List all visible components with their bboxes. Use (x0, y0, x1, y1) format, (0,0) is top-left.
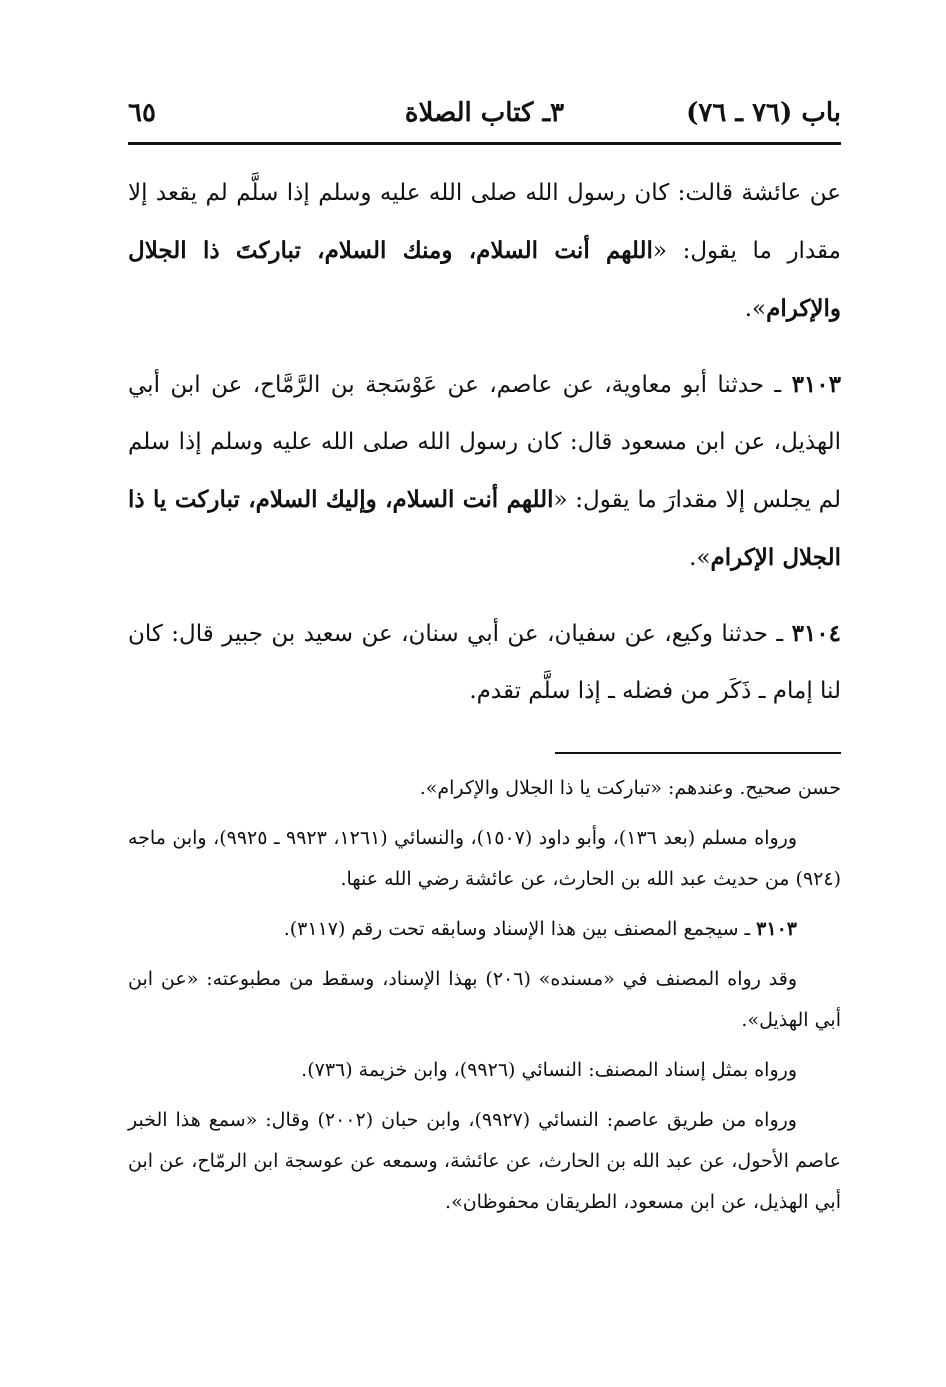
footnote-number: ٣١٠٣ (756, 918, 797, 940)
footnote: ورواه مسلم (بعد ١٣٦)، وأبو داود (١٥٠٧)، والنسائي (١٢٦١، ٩٩٢٣ ـ ٩٩٢٥)، وابن ماجه (٩٢٤) من حديث عبد الله بن الحارث، عن عائشة رضي الله عنها. (128, 827, 841, 890)
paragraph-text: عن عائشة قالت: كان رسول الله صلى الله عليه وسلم إذا سلَّم لم يقعد إلا مقدار ما يقول: « (128, 180, 841, 264)
chapter-range: باب (٧٦ ـ ٧٦) (686, 98, 841, 128)
page-header (128, 92, 841, 138)
hadith-paragraph (128, 356, 841, 587)
footnote: حسن صحيح. وعندهم: «تباركت يا ذا الجلال والإكرام». (419, 777, 841, 799)
footnote: وقد رواه المصنف في «مسنده» (٢٠٦) بهذا الإسناد، وسقط من مطبوعته: «عن ابن أبي الهذيل». (128, 968, 841, 1031)
footnotes (128, 768, 841, 1232)
hadith-paragraph (128, 165, 841, 338)
highlighted-supplication: اللهم أنت السلام، ومنك السلام، تباركتَ ذا الجلال والإكرام (128, 237, 841, 322)
closing-quote: ». (744, 296, 767, 322)
header-divider (128, 142, 841, 145)
footnote: ورواه بمثل إسناد المصنف: النسائي (٩٩٢٦)، وابن خزيمة (٧٣٦). (301, 1059, 797, 1081)
closing-quote: ». (689, 545, 711, 571)
main-text (128, 165, 841, 720)
page-number: ٦٥ (128, 98, 156, 128)
footnote (128, 909, 841, 950)
footnote: ورواه من طريق عاصم: النسائي (٩٩٢٧)، وابن حبان (٢٠٠٢) وقال: «سمع هذا الخبر عاصم الأحول، عن عبد الله بن الحارث، عن عائشة، وسمعه عن عوسجة ابن الرمّاح، عن ابن أبي الهذيل، عن ابن مسعود، الطريقان محفوظان». (128, 1109, 841, 1213)
footnote-divider (555, 752, 841, 754)
book-title: ٣ـ كتاب الصلاة (404, 98, 565, 128)
hadith-number: ٣١٠٣ (791, 371, 841, 398)
highlighted-supplication: اللهم أنت السلام، وإليك السلام، تباركت يا ذا الجلال الإكرام (128, 486, 841, 571)
paragraph-text: ـ حدثنا وكيع، عن سفيان، عن أبي سنان، عن سعيد بن جبير قال: كان لنا إمام ـ ذَكَر من فضله ـ إذا سلَّم تقدم. (128, 621, 841, 704)
hadith-paragraph (128, 605, 841, 720)
paragraph-text: ـ حدثنا أبو معاوية، عن عاصم، عن عَوْسَجة بن الرَّمَّاح، عن ابن أبي الهذيل، عن ابن مسعود قال: كان رسول الله صلى الله عليه وسلم إذا سلم لم يجلس إلا مقدارَ ما يقول: « (128, 372, 841, 513)
hadith-number: ٣١٠٤ (791, 620, 841, 647)
footnote-text: ـ سيجمع المصنف بين هذا الإسناد وسابقه تحت رقم (٣١١٧). (283, 918, 757, 940)
